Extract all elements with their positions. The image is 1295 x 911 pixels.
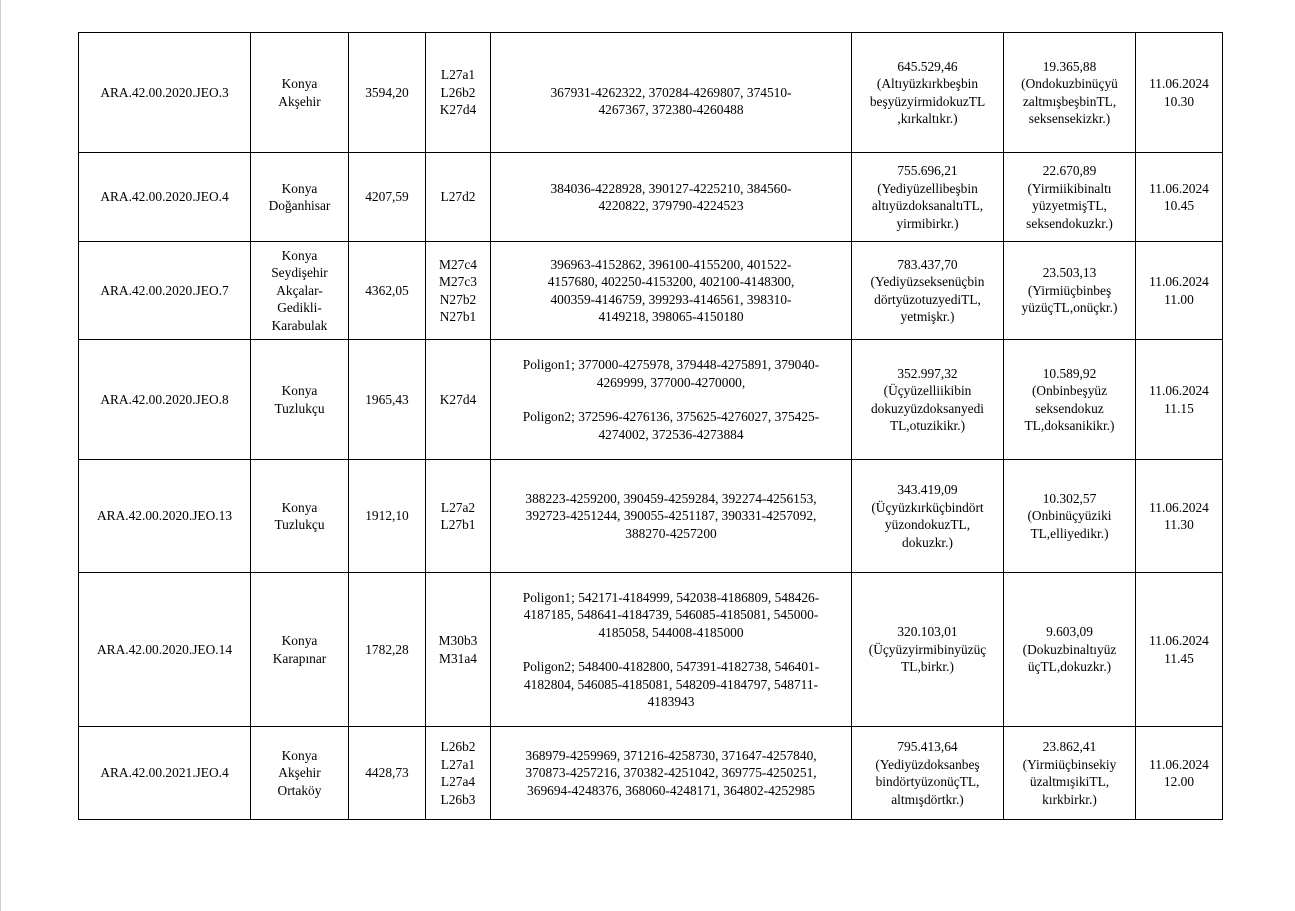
price-line: 755.696,21 [897, 163, 958, 178]
location-line: Konya [281, 633, 318, 648]
tender-date-time-cell [1136, 33, 1223, 153]
tender-date-time-line: 10.45 [1163, 198, 1195, 213]
tender-date-time-line: 11.15 [1164, 400, 1194, 416]
fee-cell [1004, 153, 1136, 242]
coordinates-line: 388270-4257200 [625, 525, 717, 541]
fee-line: seksendokuz [1035, 400, 1104, 416]
tender-date-time-cell [1136, 573, 1223, 727]
coordinates-cell [491, 460, 852, 573]
location-line: Ortaköy [277, 782, 322, 798]
location-cell [251, 340, 349, 460]
price-line: yüzondokuzTL, [884, 517, 971, 532]
tender-date-time-cell [1136, 727, 1223, 820]
coordinates-line [494, 391, 848, 408]
fee-line: (Yirmiikibinaltı [1027, 180, 1112, 196]
license-number-cell: ARA.42.00.2020.JEO.8 [79, 340, 251, 460]
price-line: 320.103,01 [897, 624, 958, 640]
coordinates-cell [491, 573, 852, 727]
fee-cell [1004, 460, 1136, 573]
map-sheet-line: M27c3 [439, 274, 477, 289]
location-line: Akşehir [278, 765, 321, 781]
coordinates-line: 4267367, 372380-4260488 [598, 102, 744, 117]
area-hectare-cell: 1965,43 [349, 340, 426, 460]
map-sheet-line: L27d2 [440, 189, 476, 205]
price-line: 343.419,09 [897, 482, 958, 497]
table-row [79, 340, 1223, 460]
map-sheet-cell [426, 340, 491, 460]
map-sheet-line: L27a4 [440, 774, 476, 789]
price-line: beşyüzyirmidokuzTL [869, 93, 986, 109]
fee-line: (Onbinbeşyüz [1031, 383, 1108, 398]
map-sheet-cell [426, 153, 491, 242]
price-line: altmışdörtkr.) [891, 791, 964, 807]
coordinates-line: 4149218, 398065-4150180 [598, 309, 744, 324]
fee-cell [1004, 242, 1136, 340]
tender-date-time-line: 11.06.2024 [1149, 756, 1209, 772]
price-line: (Üçyüzelliikibin [883, 383, 972, 398]
fee-line: 19.365,88 [1042, 58, 1097, 74]
coordinates-line: Poligon1; 542171-4184999, 542038-4186809, 548426- [522, 589, 820, 605]
fee-line: (Dokuzbinaltıyüz [1022, 641, 1117, 657]
coordinates-line: 367931-4262322, 370284-4269807, 374510- [550, 84, 792, 100]
fee-line: yüzüçTL,onüçkr.) [1021, 300, 1118, 316]
tender-date-time-line: 11.00 [1164, 291, 1194, 307]
price-cell [852, 153, 1004, 242]
location-cell [251, 460, 349, 573]
page-edge-line [0, 0, 1, 911]
license-number-cell: ARA.42.00.2020.JEO.13 [79, 460, 251, 573]
fee-line: 23.503,13 [1042, 265, 1097, 281]
fee-cell [1004, 340, 1136, 460]
price-line: 795.413,64 [897, 739, 958, 754]
license-number-cell: ARA.42.00.2020.JEO.4 [79, 153, 251, 242]
price-line: (Altıyüzkırkbeşbin [876, 76, 979, 91]
tender-date-time-line: 11.06.2024 [1149, 180, 1209, 196]
map-sheet-line: N27b1 [439, 309, 477, 324]
location-line: Konya [281, 76, 318, 91]
location-line: Konya [281, 180, 318, 196]
price-cell [852, 242, 1004, 340]
price-cell [852, 33, 1004, 153]
map-sheet-cell [426, 33, 491, 153]
coordinates-cell [491, 242, 852, 340]
map-sheet-cell [426, 727, 491, 820]
location-line: Konya [281, 247, 318, 263]
map-sheet-line: K27d4 [439, 391, 477, 407]
price-line: yetmişkr.) [900, 309, 955, 324]
price-line: (Yediyüzellibeşbin [877, 180, 978, 196]
license-number-cell: ARA.42.00.2020.JEO.14 [79, 573, 251, 727]
map-sheet-line: L26b2 [440, 739, 476, 754]
coordinates-line: 396963-4152862, 396100-4155200, 401522- [550, 256, 792, 272]
location-line: Tuzlukçu [274, 400, 325, 416]
area-hectare-cell: 4207,59 [349, 153, 426, 242]
price-line: altıyüzdoksanaltıTL, [871, 198, 984, 213]
table-body [79, 33, 1223, 820]
tender-date-time-line: 11.06.2024 [1149, 76, 1209, 91]
fee-line: zaltmışbeşbinTL, [1022, 93, 1117, 109]
tender-date-time-cell [1136, 153, 1223, 242]
price-line: 645.529,46 [897, 58, 958, 74]
fee-line: (Onbinüçyüziki [1027, 508, 1112, 524]
price-line: (Yediyüzdoksanbeş [875, 756, 980, 772]
price-line: dokuzkr.) [902, 534, 953, 550]
location-line: Karapınar [272, 650, 327, 666]
location-line: Akşehir [278, 93, 321, 109]
price-line: (Üçyüzyirmibinyüzüç [868, 641, 987, 657]
location-line: Gedikli- [277, 300, 322, 316]
location-line: Akçalar- [276, 282, 323, 298]
tender-date-time-line: 11.30 [1164, 517, 1194, 532]
location-line: Karabulak [271, 317, 328, 333]
area-hectare-cell: 1912,10 [349, 460, 426, 573]
location-line: Seydişehir [271, 265, 328, 281]
price-line: yirmibirkr.) [896, 215, 959, 231]
fee-line: 10.302,57 [1042, 490, 1097, 506]
table-row [79, 33, 1223, 153]
coordinates-line: 368979-4259969, 371216-4258730, 371647-4257840, [525, 747, 817, 763]
fee-line: kırkbirkr.) [1042, 791, 1097, 807]
coordinates-line: 4182804, 546085-4185081, 548209-4184797, 548711- [523, 676, 819, 692]
price-line: dokuzyüzdoksanyedi [870, 400, 985, 416]
coordinates-line: 384036-4228928, 390127-4225210, 384560- [550, 180, 792, 196]
table-row [79, 153, 1223, 242]
coordinates-line: Poligon2; 548400-4182800, 547391-4182738, 546401- [522, 659, 820, 674]
location-cell [251, 242, 349, 340]
coordinates-line: 4187185, 548641-4184739, 546085-4185081, 545000- [523, 607, 819, 622]
tender-date-time-line: 12.00 [1163, 774, 1195, 789]
area-hectare-cell: 4362,05 [349, 242, 426, 340]
table-row [79, 573, 1223, 727]
fee-cell [1004, 33, 1136, 153]
tender-date-time-line: 11.06.2024 [1149, 499, 1209, 515]
map-sheet-line: L27a1 [440, 67, 476, 83]
coordinates-line: 370873-4257216, 370382-4251042, 369775-4250251, [525, 765, 817, 781]
location-line: Konya [281, 383, 318, 398]
coordinates-line: 400359-4146759, 399293-4146561, 398310- [550, 291, 792, 307]
price-line: 783.437,70 [897, 256, 958, 272]
fee-line: (Yirmiüçbinbeş [1027, 282, 1112, 298]
location-line: Konya [281, 499, 318, 515]
coordinates-line [494, 641, 848, 658]
location-cell [251, 727, 349, 820]
area-hectare-cell: 4428,73 [349, 727, 426, 820]
coordinates-cell [491, 33, 852, 153]
coordinates-line: Poligon1; 377000-4275978, 379448-4275891, 379040- [522, 357, 820, 372]
fee-line: 23.862,41 [1042, 739, 1097, 754]
price-line: 352.997,32 [897, 365, 958, 381]
fee-line: (Yirmiüçbinsekiy [1022, 756, 1117, 772]
price-line: TL,otuzikikr.) [889, 418, 966, 433]
coordinates-line: 369694-4248376, 368060-4248171, 364802-4252985 [527, 782, 815, 798]
price-cell [852, 460, 1004, 573]
coordinates-cell [491, 340, 852, 460]
tender-date-time-cell [1136, 340, 1223, 460]
fee-line: seksendokuzkr.) [1026, 215, 1113, 231]
price-line: dörtyüzotuzyediTL, [874, 291, 981, 307]
coordinates-cell [491, 153, 852, 242]
price-cell [852, 340, 1004, 460]
map-sheet-line: M27c4 [439, 256, 477, 272]
table-row [79, 727, 1223, 820]
tender-date-time-line: 11.45 [1164, 650, 1194, 666]
table-row [79, 460, 1223, 573]
coordinates-line: 392723-4251244, 390055-4251187, 390331-4257092, [525, 508, 817, 524]
price-line: TL,birkr.) [901, 659, 954, 675]
area-hectare-cell: 3594,20 [349, 33, 426, 153]
fee-line: TL,doksanikikr.) [1024, 418, 1115, 433]
price-line: (Yediyüzseksenüçbin [870, 274, 985, 289]
fee-cell [1004, 573, 1136, 727]
price-cell [852, 573, 1004, 727]
tender-date-time-cell [1136, 242, 1223, 340]
map-sheet-cell [426, 242, 491, 340]
location-cell [251, 33, 349, 153]
table-row [79, 242, 1223, 340]
price-line: ,kırkaltıkr.) [897, 111, 958, 126]
map-sheet-line: L26b3 [440, 791, 476, 807]
license-number-cell: ARA.42.00.2021.JEO.4 [79, 727, 251, 820]
tender-date-time-line: 11.06.2024 [1149, 274, 1209, 289]
fee-line: 9.603,09 [1046, 624, 1093, 640]
license-number-cell: ARA.42.00.2020.JEO.7 [79, 242, 251, 340]
map-sheet-cell [426, 573, 491, 727]
map-sheet-line: M30b3 [438, 633, 478, 648]
map-sheet-line: L26b2 [440, 84, 476, 100]
map-sheet-line: M31a4 [439, 650, 477, 666]
location-line: Tuzlukçu [274, 517, 325, 532]
fee-line: üzaltmışikiTL, [1029, 774, 1110, 789]
location-line: Konya [281, 747, 318, 763]
fee-line: seksensekizkr.) [1028, 111, 1111, 126]
tender-date-time-line: 11.06.2024 [1149, 383, 1209, 398]
map-sheet-line: N27b2 [439, 291, 477, 307]
coordinates-line: Poligon2; 372596-4276136, 375625-4276027, 375425- [522, 409, 820, 424]
map-sheet-line: L27a2 [440, 499, 476, 515]
fee-line: yüzyetmişTL, [1032, 198, 1107, 213]
price-cell [852, 727, 1004, 820]
location-cell [251, 573, 349, 727]
map-sheet-line: L27b1 [440, 517, 476, 532]
fee-line: üçTL,dokuzkr.) [1027, 659, 1112, 675]
fee-line: 22.670,89 [1042, 163, 1097, 178]
coordinates-line: 4157680, 402250-4153200, 402100-4148300, [547, 274, 795, 289]
coordinates-line: 4185058, 544008-4185000 [598, 624, 744, 640]
map-sheet-line: K27d4 [439, 102, 477, 118]
fee-cell [1004, 727, 1136, 820]
map-sheet-cell [426, 460, 491, 573]
fee-line: TL,elliyedikr.) [1030, 525, 1109, 541]
fee-line: 10.589,92 [1042, 365, 1097, 381]
area-hectare-cell: 1782,28 [349, 573, 426, 727]
price-line: bindörtyüzonüçTL, [875, 774, 980, 789]
price-line: (Üçyüzkırküçbindört [871, 499, 984, 515]
location-line: Doğanhisar [268, 198, 331, 213]
license-number-cell: ARA.42.00.2020.JEO.3 [79, 33, 251, 153]
coordinates-line: 388223-4259200, 390459-4259284, 392274-4256153, [525, 490, 817, 506]
coordinates-line [494, 67, 848, 84]
coordinates-line: 4183943 [647, 694, 695, 709]
tender-date-time-cell [1136, 460, 1223, 573]
map-sheet-line: L27a1 [440, 756, 476, 772]
fee-line: (Ondokuzbinüçyü [1021, 76, 1118, 91]
coordinates-line: 4269999, 377000-4270000, [596, 374, 746, 390]
tender-date-time-line: 11.06.2024 [1149, 633, 1209, 648]
tender-date-time-line: 10.30 [1163, 93, 1195, 109]
license-tender-table [78, 32, 1223, 820]
coordinates-line: 4220822, 379790-4224523 [598, 198, 744, 213]
location-cell [251, 153, 349, 242]
coordinates-cell [491, 727, 852, 820]
coordinates-line: 4274002, 372536-4273884 [598, 426, 744, 442]
